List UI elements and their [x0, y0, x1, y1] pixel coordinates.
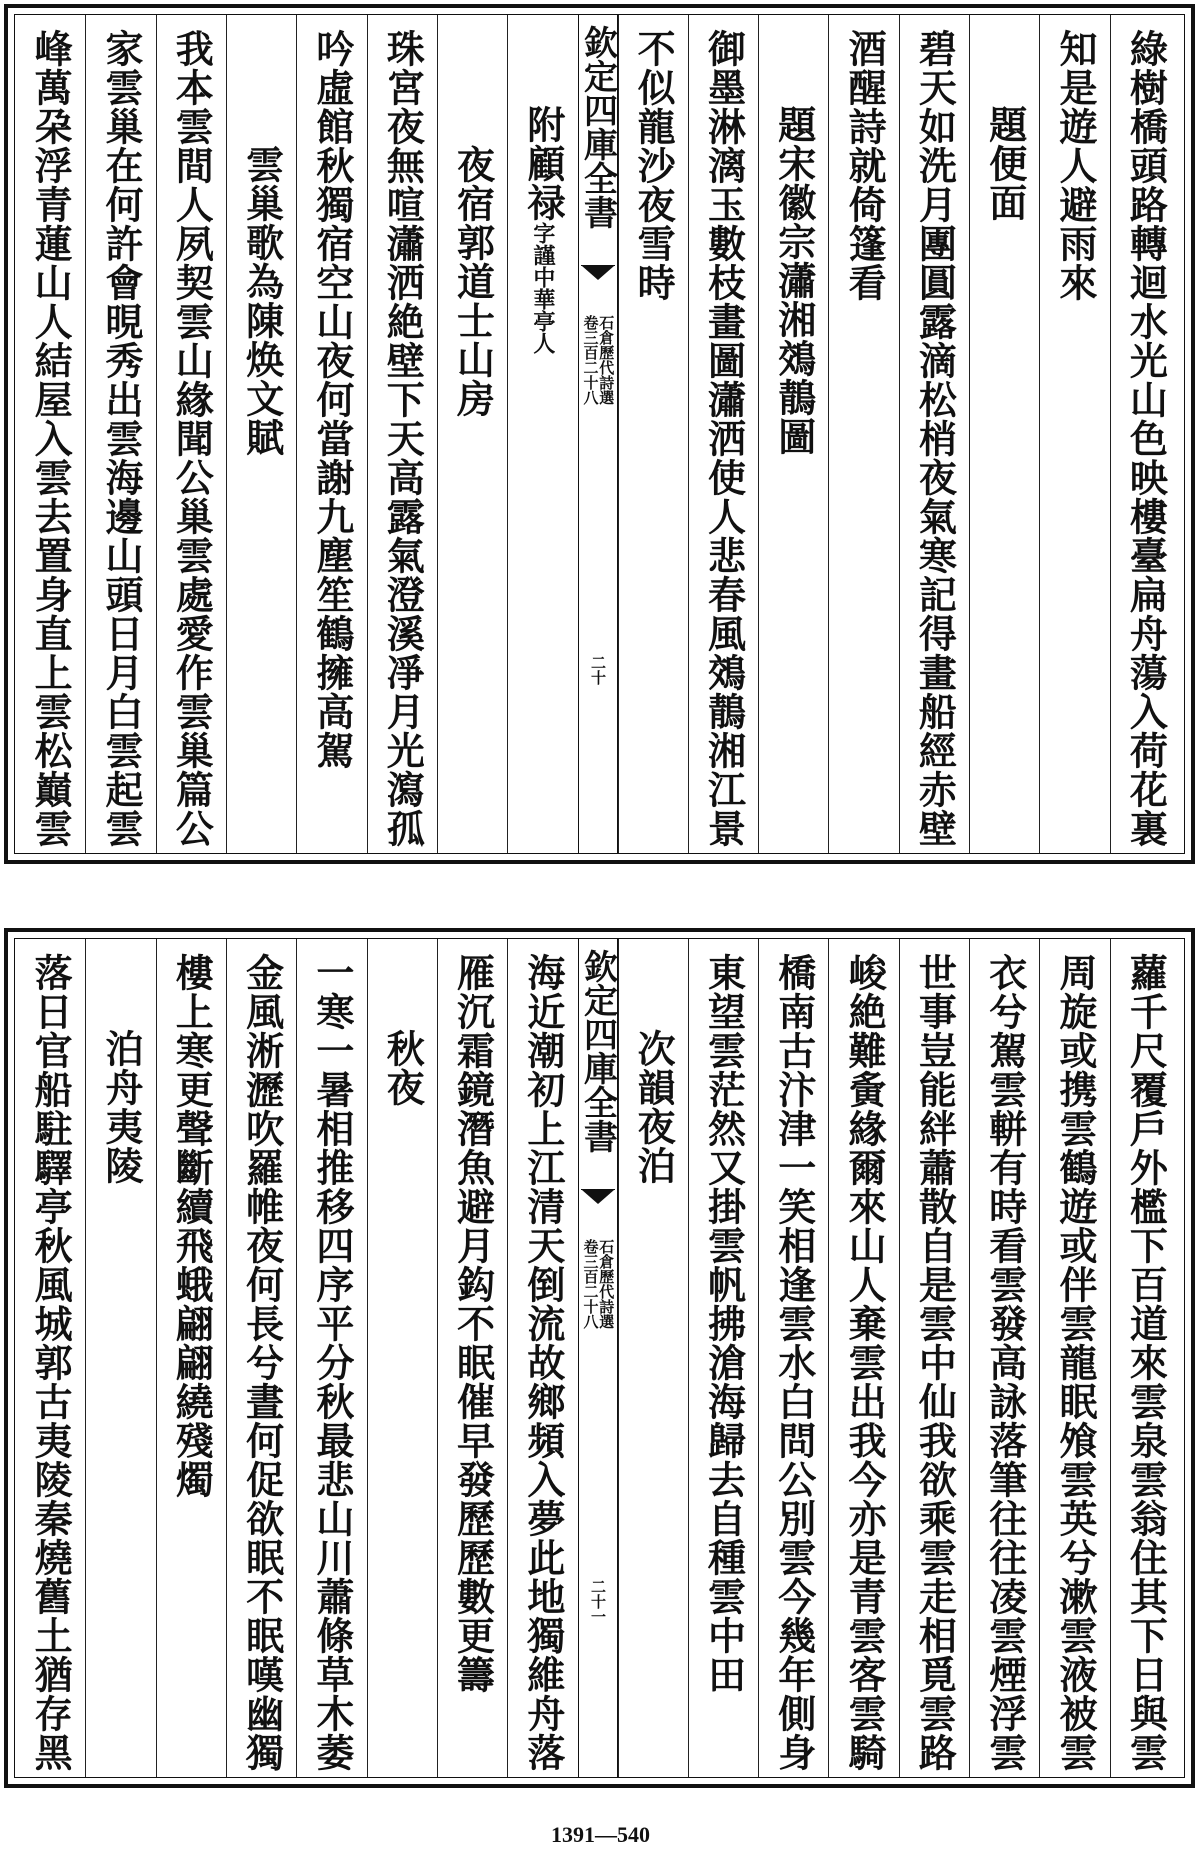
verse-line	[98, 29, 144, 848]
bottom_page-right-column	[1039, 939, 1109, 1777]
top_page-left-column	[507, 15, 577, 853]
bottom_page-right-column	[899, 939, 969, 1777]
verse-line	[631, 1029, 677, 1185]
verse-text: 綠樹橋頭路轉迴水光山色映樓臺扁舟蕩入荷花裏	[1123, 29, 1169, 848]
bottom_page-right-column	[969, 939, 1039, 1777]
verse-text: 我本雲間人夙契雲山緣聞公巢雲處愛作雲巢篇公	[169, 29, 215, 848]
verse-line	[1053, 953, 1099, 1772]
verse-line	[309, 29, 355, 770]
verse-text: 峰萬朶浮青蓮山人結屋入雲去置身直上雲松巔雲	[28, 29, 74, 848]
verse-line	[520, 953, 566, 1772]
verse-text: 不似龍沙夜雪時	[631, 29, 677, 302]
verse-text: 雁沉霜鏡潛魚避月鈎不眠催早發歷歷數更籌	[450, 953, 496, 1694]
verse-line	[380, 1029, 426, 1107]
book-title: 欽定四庫全書	[577, 949, 618, 1153]
top_page-right-column	[618, 15, 688, 853]
bottom-page-columns	[15, 939, 1184, 1777]
leaf-number: 二十一	[589, 1579, 607, 1624]
fishtail-mark	[581, 1189, 615, 1212]
verse-line	[450, 145, 496, 418]
author-note: 字謹中華亭人	[529, 222, 556, 354]
verse-text: 東望雲茫然又掛雲帆拂滄海歸去自種雲中田	[701, 953, 747, 1694]
center-margin-strip	[578, 939, 618, 1777]
verse-text: 秋夜	[380, 1029, 426, 1107]
verse-text: 吟虛館秋獨宿空山夜何當謝九塵笙鶴擁高駕	[309, 29, 355, 770]
verse-line	[1053, 29, 1099, 302]
top_page-right-column	[899, 15, 969, 853]
book-title: 欽定四庫全書	[577, 25, 618, 229]
verse-line	[239, 953, 285, 1772]
verse-line	[842, 953, 888, 1772]
verse-line	[98, 1029, 144, 1185]
verse-line	[1123, 29, 1169, 848]
verse-text: 蘿千尺覆戶外檻下百道來雲泉雲翁住其下日與雲	[1123, 953, 1169, 1772]
bottom-page	[4, 928, 1195, 1788]
verse-line	[631, 29, 677, 302]
bottom_page-left-column	[367, 939, 437, 1777]
top-page-columns	[15, 15, 1184, 853]
top_page-left-column	[437, 15, 507, 853]
verse-line	[239, 145, 285, 457]
verse-text: 碧天如洗月團圓露滴松梢夜氣寒記得畫船經赤壁	[912, 29, 958, 848]
volume-label: 石倉歷代詩選 卷三百二十八	[581, 1239, 616, 1329]
verse-line	[28, 29, 74, 848]
bottom_page-left-column	[85, 939, 155, 1777]
verse-line	[771, 105, 817, 456]
verse-line	[982, 105, 1028, 222]
verse-text: 衣兮駕雲軿有時看雲發高詠落筆往往凌雲煙浮雲	[982, 953, 1028, 1772]
bottom_page-left-column	[156, 939, 226, 1777]
verse-text: 海近潮初上江清天倒流故鄉頻入夢此地獨維舟落	[520, 953, 566, 1772]
verse-text: 樓上寒更聲斷續飛蛾翩翩繞殘燭	[169, 953, 215, 1499]
bottom_page-left-column	[15, 939, 85, 1777]
verse-line	[701, 953, 747, 1694]
verse-text: 題宋徽宗瀟湘鵁鶄圖	[771, 105, 817, 456]
bottom_page-left-column	[296, 939, 366, 1777]
verse-text: 雲巢歌為陳焕文賦	[239, 145, 285, 457]
verse-line	[1123, 953, 1169, 1772]
verse-text: 夜宿郭道士山房	[450, 145, 496, 418]
top_page-right-column	[688, 15, 758, 853]
verse-text: 珠宮夜無喧瀟洒絶壁下天高露氣澄溪凈月光瀉孤	[380, 29, 426, 848]
verse-line	[169, 953, 215, 1499]
verse-text: 峻絶難夤緣爾來山人棄雲出我今亦是青雲客雲騎	[842, 953, 888, 1772]
verse-text: 知是遊人避雨來	[1053, 29, 1099, 302]
bottom_page-right-column	[828, 939, 898, 1777]
top_page-left-column	[296, 15, 366, 853]
top_page-left-column	[15, 15, 85, 853]
bottom_page-left-column	[437, 939, 507, 1777]
bottom_page-right-column	[688, 939, 758, 1777]
verse-line	[450, 953, 496, 1694]
verse-line	[912, 29, 958, 848]
top_page-right-column	[1110, 15, 1180, 853]
verse-line	[28, 953, 74, 1772]
top_page-right-column	[828, 15, 898, 853]
top_page-left-column	[85, 15, 155, 853]
verse-text: 次韻夜泊	[631, 1029, 677, 1185]
center-margin-strip	[578, 15, 618, 853]
bottom_page-right-column	[758, 939, 828, 1777]
top-page-frame	[14, 14, 1185, 854]
verse-text: 世事豈能絆蕭散自是雲中仙我欲乘雲走相覓雲路	[912, 953, 958, 1772]
verse-line	[169, 29, 215, 848]
verse-line	[842, 29, 888, 302]
volume-label: 石倉歷代詩選 卷三百二十八	[581, 315, 616, 405]
verse-text: 家雲巢在何許會晛秀出雲海邊山頭日月白雲起雲	[98, 29, 144, 848]
top-page	[4, 4, 1195, 864]
verse-text: 泊舟夷陵	[98, 1029, 144, 1185]
page-footer-number: 1391—540	[551, 1822, 650, 1847]
verse-line	[520, 105, 566, 354]
bottom_page-right-column	[618, 939, 688, 1777]
bottom_page-left-column	[226, 939, 296, 1777]
top_page-right-column	[969, 15, 1039, 853]
verse-line	[309, 953, 355, 1772]
bottom-page-frame	[14, 938, 1185, 1778]
verse-text: 一寒一暑相推移四序平分秋最悲山川蕭條草木萎	[309, 953, 355, 1772]
verse-line	[380, 29, 426, 848]
verse-text: 題便面	[982, 105, 1028, 222]
top_page-left-column	[156, 15, 226, 853]
leaf-number: 二十	[589, 655, 607, 685]
top_page-right-column	[758, 15, 828, 853]
top_page-right-column	[1039, 15, 1109, 853]
top_page-left-column	[226, 15, 296, 853]
top_page-left-column	[367, 15, 437, 853]
bottom_page-left-column	[507, 939, 577, 1777]
verse-text: 酒醒詩就倚篷看	[842, 29, 888, 302]
verse-text: 金風淅瀝吹羅帷夜何長兮晝何促欲眠不眠嘆幽獨	[239, 953, 285, 1772]
verse-line	[771, 953, 817, 1772]
verse-text: 橋南古汴津一笑相逢雲水白問公別雲今幾年側身	[771, 953, 817, 1772]
verse-text: 落日官船駐驛亭秋風城郭古夷陵秦燒舊土猶存黑	[28, 953, 74, 1772]
verse-line	[701, 29, 747, 848]
verse-text: 附顧禄	[520, 105, 566, 222]
verse-line	[912, 953, 958, 1772]
verse-text: 周旋或携雲鶴遊或伴雲龍眠飧雲英兮漱雲液被雲	[1053, 953, 1099, 1772]
verse-text: 御墨淋漓玉數枝畫圖瀟洒使人悲春風鵁鶄湘江景	[701, 29, 747, 848]
bottom_page-right-column	[1110, 939, 1180, 1777]
verse-line	[982, 953, 1028, 1772]
fishtail-mark	[581, 265, 615, 288]
